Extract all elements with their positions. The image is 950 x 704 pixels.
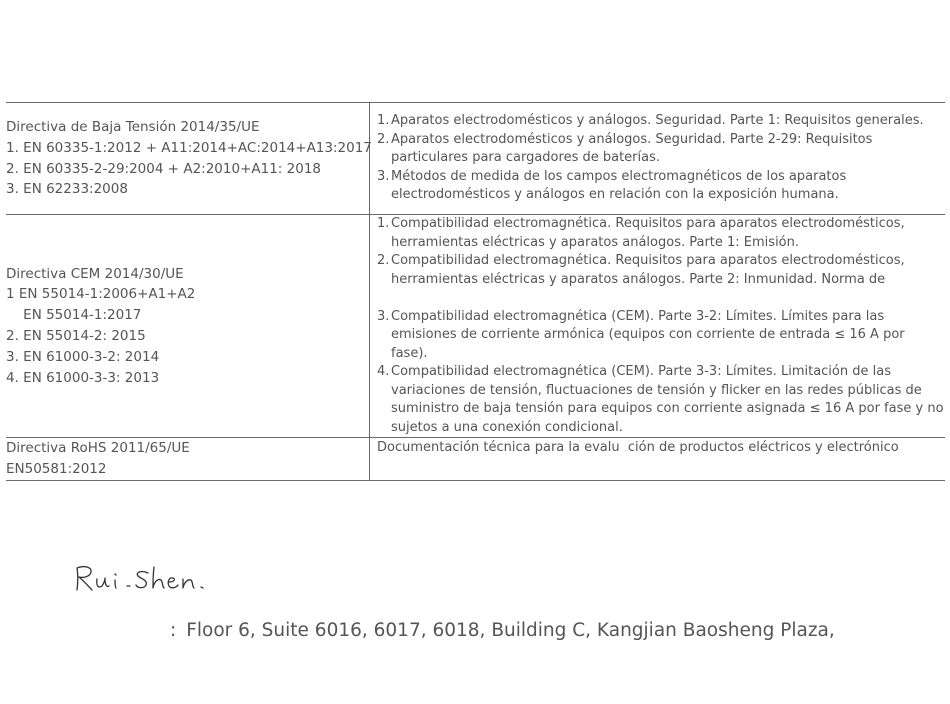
description-cell [370, 215, 946, 438]
standard-line: 1 EN 55014-1:2006+A1+A2 [6, 286, 196, 303]
item-number: 3. [377, 308, 390, 324]
description-item [377, 252, 945, 289]
standard-line: EN 55014-1:2017 [6, 307, 142, 324]
address-separator: : [170, 620, 177, 641]
item-text: Métodos de medida de los campos electromagnéticos de los aparatos electrodomésticos y análogos en relación con la exposición humana. [391, 168, 847, 203]
directive-title: Directiva RoHS 2011/65/UE [6, 440, 190, 456]
standard-line: 3. EN 62233:2008 [6, 181, 128, 198]
address-text: Floor 6, Suite 6016, 6017, 6018, Building C, Kangjian Baosheng Plaza, [186, 620, 835, 641]
description-cell [370, 103, 946, 215]
item-number: 4. [377, 364, 390, 379]
table-row-emc [6, 215, 945, 438]
description-item [377, 215, 945, 252]
description-cell [370, 438, 946, 481]
item-number: 2. [377, 131, 390, 147]
address-line [170, 620, 835, 641]
description-item [377, 363, 945, 437]
standard-line: EN50581:2012 [6, 460, 107, 477]
standard-line: 1. EN 60335-1:2012 + A11:2014+AC:2014+A13:2017 [6, 139, 372, 156]
handwritten-signature [72, 562, 242, 596]
item-text: Aparatos electrodomésticos y análogos. Seguridad. Parte 2-29: Requisitos particulares para cargadores de baterías. [391, 131, 873, 166]
standard-line: 3. EN 61000-3-2: 2014 [6, 348, 160, 365]
standard-line: 2. EN 55014-2: 2015 [6, 328, 146, 344]
item-text: Compatibilidad electromagnética (CEM). Parte 3-3: Límites. Limitación de las variaciones de tensión, fluctuaciones de tensión y flicker en las redes públicas de suministro de baja tensión para equipos con corriente asignada ≤ 16 A por fase y no sujetos a una conexión condicional. [391, 364, 944, 435]
item-number: 2. [377, 253, 390, 268]
directive-title: Directiva de Baja Tensión 2014/35/UE [6, 118, 260, 135]
description-item [377, 112, 945, 131]
directive-cell [6, 215, 370, 438]
standards-table [6, 102, 945, 481]
item-number: 1. [377, 113, 390, 129]
item-number: 1. [377, 216, 390, 231]
item-text: Aparatos electrodomésticos y análogos. Seguridad. Parte 1: Requisitos generales. [391, 113, 924, 129]
table-row-rohs [6, 438, 945, 481]
item-number: 3. [377, 168, 390, 184]
directive-cell [6, 438, 370, 481]
item-text: Compatibilidad electromagnética. Requisitos para aparatos electrodomésticos, herramientas eléctricas y aparatos análogos. Parte 1: Emisión. [391, 216, 905, 250]
description-item [377, 308, 945, 364]
standard-line: 4. EN 61000-3-3: 2013 [6, 369, 160, 386]
description-item [377, 168, 945, 205]
table-row-low-voltage [6, 103, 945, 215]
item-text: Compatibilidad electromagnética. Requisitos para aparatos electrodomésticos, herramientas eléctricas y aparatos análogos. Parte 2: Inmunidad. Norma de [391, 253, 905, 287]
directive-cell [6, 103, 370, 215]
standard-line: 2. EN 60335-2-29:2004 + A2:2010+A11: 2018 [6, 160, 321, 177]
description-item [377, 131, 945, 168]
item-text: Compatibilidad electromagnética (CEM). Parte 3-2: Límites. Límites para las emisiones de corriente armónica (equipos con corriente de entrada ≤ 16 A por fase). [391, 308, 905, 361]
description-text: Documentación técnica para la evalu ción de productos eléctricos y electrónico [377, 440, 899, 455]
directive-title: Directiva CEM 2014/30/UE [6, 265, 184, 282]
